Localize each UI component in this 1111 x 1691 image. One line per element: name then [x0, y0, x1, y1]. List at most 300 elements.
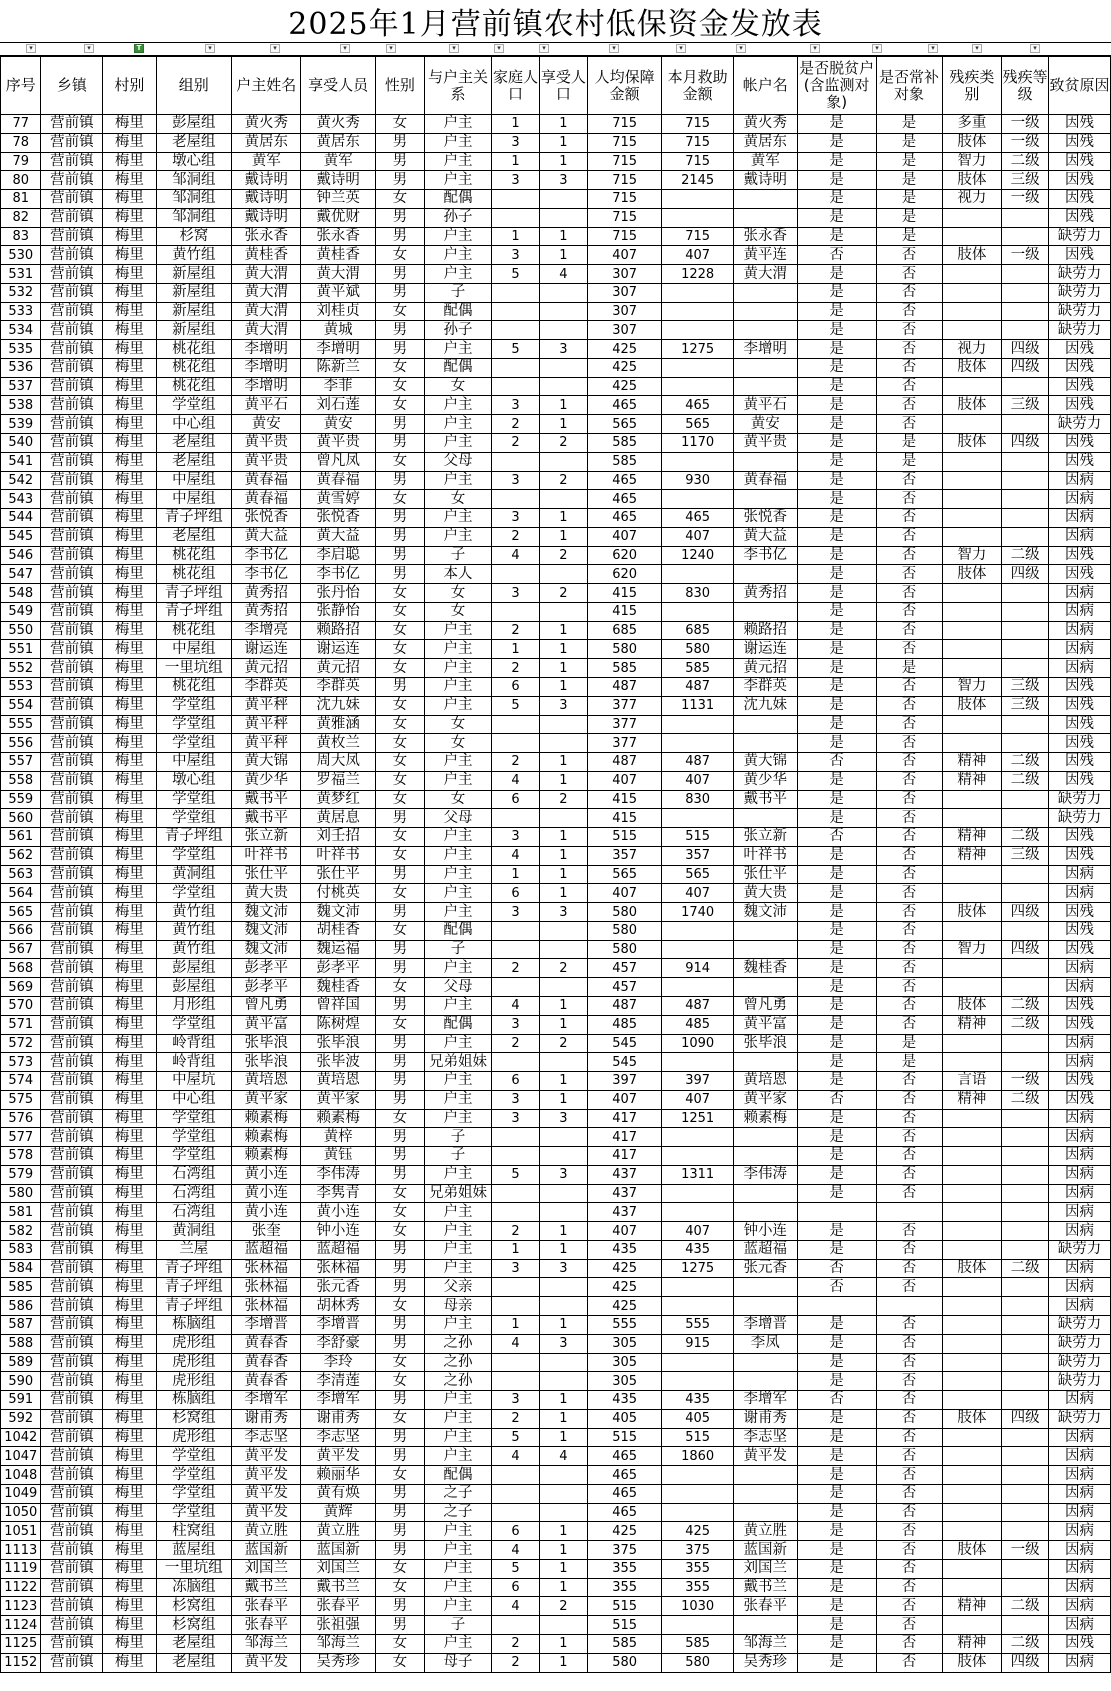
- table-cell[interactable]: 1: [539, 1391, 587, 1410]
- table-cell[interactable]: 梅里: [103, 696, 156, 715]
- table-cell[interactable]: 黄大渭: [232, 321, 301, 340]
- table-cell[interactable]: 营前镇: [41, 265, 103, 284]
- table-cell[interactable]: [539, 1372, 587, 1391]
- table-cell[interactable]: [539, 1466, 587, 1485]
- table-cell[interactable]: [539, 1184, 587, 1203]
- table-cell[interactable]: [492, 1353, 540, 1372]
- table-cell[interactable]: 戴诗明: [232, 190, 301, 209]
- table-cell[interactable]: 男: [375, 1484, 424, 1503]
- table-cell[interactable]: 张毕波: [301, 1053, 376, 1072]
- table-cell[interactable]: 因病: [1049, 490, 1111, 509]
- table-cell[interactable]: 黄立胜: [301, 1522, 376, 1541]
- table-cell[interactable]: 1240: [662, 546, 733, 565]
- table-cell[interactable]: 582: [1, 1222, 41, 1241]
- table-cell[interactable]: 305: [587, 1334, 662, 1353]
- table-cell[interactable]: 否: [876, 1635, 942, 1654]
- table-cell[interactable]: 黄少华: [733, 771, 797, 790]
- table-cell[interactable]: 因残: [1049, 340, 1111, 359]
- table-cell[interactable]: 刘国兰: [301, 1559, 376, 1578]
- table-cell[interactable]: 户主: [424, 865, 491, 884]
- table-cell[interactable]: 465: [587, 1484, 662, 1503]
- table-cell[interactable]: 620: [587, 565, 662, 584]
- table-cell[interactable]: 肢体: [942, 696, 1002, 715]
- table-cell[interactable]: 否: [797, 246, 876, 265]
- table-cell[interactable]: 女: [375, 396, 424, 415]
- table-cell[interactable]: 兄弟姐妹: [424, 1053, 491, 1072]
- table-cell[interactable]: 营前镇: [41, 358, 103, 377]
- table-cell[interactable]: 男: [375, 283, 424, 302]
- table-cell[interactable]: 是: [797, 621, 876, 640]
- table-cell[interactable]: [733, 1203, 797, 1222]
- table-cell[interactable]: 黄平富: [733, 1015, 797, 1034]
- table-cell[interactable]: 1: [539, 846, 587, 865]
- filter-dropdown-icon[interactable]: ▾: [340, 44, 350, 53]
- table-cell[interactable]: 精神: [942, 1015, 1002, 1034]
- table-cell[interactable]: 因残: [1049, 1072, 1111, 1091]
- table-cell[interactable]: 黄大渭: [232, 283, 301, 302]
- table-cell[interactable]: 是: [876, 452, 942, 471]
- table-cell[interactable]: 老屋组: [156, 434, 232, 453]
- table-cell[interactable]: [942, 283, 1002, 302]
- table-cell[interactable]: 407: [587, 1222, 662, 1241]
- table-cell[interactable]: 375: [587, 1541, 662, 1560]
- table-cell[interactable]: 户主: [424, 659, 491, 678]
- table-cell[interactable]: 黄小连: [232, 1203, 301, 1222]
- table-cell[interactable]: 四级: [1002, 1409, 1049, 1428]
- table-cell[interactable]: 1860: [662, 1447, 733, 1466]
- table-cell[interactable]: 户主: [424, 246, 491, 265]
- table-cell[interactable]: 否: [876, 621, 942, 640]
- table-cell[interactable]: [942, 1522, 1002, 1541]
- table-cell[interactable]: 是: [797, 1559, 876, 1578]
- table-cell[interactable]: 青子坪组: [156, 1297, 232, 1316]
- table-cell[interactable]: 李菲: [301, 377, 376, 396]
- table-cell[interactable]: 546: [1, 546, 41, 565]
- table-cell[interactable]: 子: [424, 546, 491, 565]
- table-cell[interactable]: 因残: [1049, 358, 1111, 377]
- table-cell[interactable]: 男: [375, 1072, 424, 1091]
- table-cell[interactable]: 是: [797, 1428, 876, 1447]
- table-cell[interactable]: 620: [587, 546, 662, 565]
- table-cell[interactable]: 戴书平: [232, 809, 301, 828]
- table-cell[interactable]: 张仕平: [301, 865, 376, 884]
- table-cell[interactable]: 蓝超福: [733, 1240, 797, 1259]
- table-cell[interactable]: 户主: [424, 884, 491, 903]
- table-cell[interactable]: 是: [797, 190, 876, 209]
- table-cell[interactable]: 82: [1, 208, 41, 227]
- table-cell[interactable]: [1002, 490, 1049, 509]
- table-cell[interactable]: 否: [876, 1147, 942, 1166]
- table-cell[interactable]: 黄平贵: [232, 452, 301, 471]
- table-cell[interactable]: 305: [587, 1372, 662, 1391]
- table-cell[interactable]: 梅里: [103, 1090, 156, 1109]
- table-cell[interactable]: 否: [797, 828, 876, 847]
- table-cell[interactable]: 因残: [1049, 921, 1111, 940]
- table-cell[interactable]: 女: [375, 734, 424, 753]
- table-cell[interactable]: 2: [539, 790, 587, 809]
- table-cell[interactable]: 1124: [1, 1616, 41, 1635]
- table-cell[interactable]: 是: [797, 321, 876, 340]
- table-cell[interactable]: [942, 490, 1002, 509]
- table-cell[interactable]: 二级: [1002, 771, 1049, 790]
- table-cell[interactable]: 因病: [1049, 1109, 1111, 1128]
- table-cell[interactable]: 男: [375, 471, 424, 490]
- table-cell[interactable]: 沈九妹: [733, 696, 797, 715]
- table-cell[interactable]: 男: [375, 434, 424, 453]
- table-cell[interactable]: 是: [797, 1372, 876, 1391]
- table-cell[interactable]: [662, 1616, 733, 1635]
- table-cell[interactable]: 男: [375, 527, 424, 546]
- table-cell[interactable]: 是: [876, 1053, 942, 1072]
- table-cell[interactable]: 黄军: [232, 152, 301, 171]
- table-cell[interactable]: 李增军: [733, 1391, 797, 1410]
- table-cell[interactable]: 否: [876, 1334, 942, 1353]
- table-cell[interactable]: 2: [539, 1597, 587, 1616]
- table-cell[interactable]: 李清莲: [301, 1372, 376, 1391]
- table-cell[interactable]: 兰屋: [156, 1240, 232, 1259]
- table-cell[interactable]: 黄元招: [301, 659, 376, 678]
- table-cell[interactable]: 否: [876, 358, 942, 377]
- table-cell[interactable]: [942, 509, 1002, 528]
- table-cell[interactable]: [733, 302, 797, 321]
- table-cell[interactable]: 营前镇: [41, 715, 103, 734]
- table-cell[interactable]: 学堂组: [156, 1484, 232, 1503]
- table-cell[interactable]: 梅里: [103, 1165, 156, 1184]
- table-cell[interactable]: 538: [1, 396, 41, 415]
- table-cell[interactable]: 户主: [424, 1316, 491, 1335]
- table-cell[interactable]: [1002, 1578, 1049, 1597]
- table-cell[interactable]: 1123: [1, 1597, 41, 1616]
- table-cell[interactable]: 学堂组: [156, 846, 232, 865]
- table-cell[interactable]: 是: [797, 1466, 876, 1485]
- table-cell[interactable]: 黄平发: [733, 1447, 797, 1466]
- table-cell[interactable]: 是: [797, 659, 876, 678]
- table-cell[interactable]: 1: [492, 1240, 540, 1259]
- table-cell[interactable]: 李增明: [733, 340, 797, 359]
- table-cell[interactable]: 485: [662, 1015, 733, 1034]
- table-cell[interactable]: [1002, 1466, 1049, 1485]
- table-cell[interactable]: [492, 1503, 540, 1522]
- table-cell[interactable]: 营前镇: [41, 1522, 103, 1541]
- table-cell[interactable]: 2: [539, 1034, 587, 1053]
- table-cell[interactable]: 435: [662, 1240, 733, 1259]
- table-cell[interactable]: 4: [492, 996, 540, 1015]
- table-cell[interactable]: [942, 227, 1002, 246]
- table-cell[interactable]: [662, 809, 733, 828]
- table-cell[interactable]: 425: [587, 340, 662, 359]
- table-cell[interactable]: 四级: [1002, 358, 1049, 377]
- table-cell[interactable]: [942, 527, 1002, 546]
- table-cell[interactable]: 2: [492, 753, 540, 772]
- table-cell[interactable]: 407: [587, 1090, 662, 1109]
- table-cell[interactable]: 715: [587, 190, 662, 209]
- filter-dropdown-icon[interactable]: ▾: [736, 44, 746, 53]
- table-cell[interactable]: 否: [876, 1222, 942, 1241]
- table-cell[interactable]: 缺劳力: [1049, 321, 1111, 340]
- table-cell[interactable]: 407: [662, 246, 733, 265]
- table-cell[interactable]: 是: [797, 171, 876, 190]
- table-cell[interactable]: 营前镇: [41, 978, 103, 997]
- table-cell[interactable]: 黄平石: [733, 396, 797, 415]
- table-cell[interactable]: 李增亮: [232, 621, 301, 640]
- table-cell[interactable]: 531: [1, 265, 41, 284]
- table-cell[interactable]: 梅里: [103, 715, 156, 734]
- table-cell[interactable]: 因病: [1049, 471, 1111, 490]
- table-cell[interactable]: 457: [587, 978, 662, 997]
- table-cell[interactable]: [1002, 884, 1049, 903]
- table-cell[interactable]: [539, 565, 587, 584]
- table-cell[interactable]: 1: [539, 1635, 587, 1654]
- table-cell[interactable]: 女: [375, 659, 424, 678]
- table-cell[interactable]: [539, 978, 587, 997]
- table-cell[interactable]: 营前镇: [41, 771, 103, 790]
- table-cell[interactable]: 黄居息: [301, 809, 376, 828]
- table-cell[interactable]: 否: [876, 1503, 942, 1522]
- table-cell[interactable]: 李增明: [232, 377, 301, 396]
- table-cell[interactable]: 学堂组: [156, 734, 232, 753]
- table-cell[interactable]: 戴书平: [733, 790, 797, 809]
- table-cell[interactable]: 营前镇: [41, 1372, 103, 1391]
- table-cell[interactable]: 女: [375, 115, 424, 134]
- table-cell[interactable]: 565: [587, 415, 662, 434]
- table-cell[interactable]: 李凤: [733, 1334, 797, 1353]
- table-cell[interactable]: 户主: [424, 828, 491, 847]
- table-cell[interactable]: [733, 940, 797, 959]
- table-cell[interactable]: [662, 1353, 733, 1372]
- table-cell[interactable]: 男: [375, 1128, 424, 1147]
- table-cell[interactable]: 因残: [1049, 734, 1111, 753]
- table-cell[interactable]: 黄平家: [232, 1090, 301, 1109]
- table-cell[interactable]: 黄雪婷: [301, 490, 376, 509]
- table-cell[interactable]: 刘桂贞: [301, 302, 376, 321]
- table-cell[interactable]: 营前镇: [41, 1278, 103, 1297]
- table-cell[interactable]: 否: [876, 1597, 942, 1616]
- table-cell[interactable]: 576: [1, 1109, 41, 1128]
- table-cell[interactable]: 女: [375, 1222, 424, 1241]
- table-cell[interactable]: 黄火秀: [733, 115, 797, 134]
- table-cell[interactable]: 因病: [1049, 584, 1111, 603]
- table-cell[interactable]: 梅里: [103, 659, 156, 678]
- table-cell[interactable]: 张悦香: [733, 509, 797, 528]
- table-cell[interactable]: [1002, 1428, 1049, 1447]
- table-cell[interactable]: [942, 321, 1002, 340]
- table-cell[interactable]: 590: [1, 1372, 41, 1391]
- table-cell[interactable]: [662, 978, 733, 997]
- table-cell[interactable]: 715: [587, 152, 662, 171]
- table-cell[interactable]: 是: [797, 1635, 876, 1654]
- table-cell[interactable]: 否: [876, 753, 942, 772]
- table-cell[interactable]: 425: [587, 1297, 662, 1316]
- table-cell[interactable]: 564: [1, 884, 41, 903]
- table-cell[interactable]: 一级: [1002, 1072, 1049, 1091]
- table-cell[interactable]: 1: [492, 152, 540, 171]
- table-cell[interactable]: 566: [1, 921, 41, 940]
- table-cell[interactable]: 是: [797, 903, 876, 922]
- table-cell[interactable]: 是: [797, 809, 876, 828]
- table-cell[interactable]: [662, 602, 733, 621]
- table-cell[interactable]: 407: [587, 884, 662, 903]
- table-cell[interactable]: 三级: [1002, 171, 1049, 190]
- table-cell[interactable]: [539, 940, 587, 959]
- table-cell[interactable]: 之孙: [424, 1353, 491, 1372]
- table-cell[interactable]: 桃花组: [156, 340, 232, 359]
- table-cell[interactable]: [942, 265, 1002, 284]
- table-cell[interactable]: 肢体: [942, 996, 1002, 1015]
- table-cell[interactable]: 黄平贵: [733, 434, 797, 453]
- table-cell[interactable]: 男: [375, 677, 424, 696]
- table-cell[interactable]: 魏桂香: [301, 978, 376, 997]
- table-cell[interactable]: [1002, 978, 1049, 997]
- table-cell[interactable]: 465: [587, 396, 662, 415]
- table-cell[interactable]: 梅里: [103, 452, 156, 471]
- table-cell[interactable]: [1002, 527, 1049, 546]
- table-cell[interactable]: 营前镇: [41, 208, 103, 227]
- table-cell[interactable]: [1002, 377, 1049, 396]
- table-cell[interactable]: 否: [876, 471, 942, 490]
- table-cell[interactable]: [1002, 790, 1049, 809]
- table-cell[interactable]: 营前镇: [41, 452, 103, 471]
- table-cell[interactable]: 营前镇: [41, 1015, 103, 1034]
- table-cell[interactable]: 智力: [942, 546, 1002, 565]
- table-cell[interactable]: [492, 1147, 540, 1166]
- table-cell[interactable]: 黄平家: [733, 1090, 797, 1109]
- table-cell[interactable]: [942, 659, 1002, 678]
- table-cell[interactable]: 四级: [1002, 340, 1049, 359]
- table-cell[interactable]: 女: [424, 584, 491, 603]
- table-cell[interactable]: 是: [797, 358, 876, 377]
- table-cell[interactable]: [492, 1466, 540, 1485]
- table-cell[interactable]: 戴诗明: [232, 171, 301, 190]
- table-cell[interactable]: 梅里: [103, 640, 156, 659]
- table-cell[interactable]: 黄平富: [232, 1015, 301, 1034]
- table-cell[interactable]: 是: [797, 1072, 876, 1091]
- table-cell[interactable]: 吴秀珍: [301, 1653, 376, 1672]
- table-cell[interactable]: [942, 621, 1002, 640]
- table-cell[interactable]: 梅里: [103, 1522, 156, 1541]
- table-cell[interactable]: 户主: [424, 1222, 491, 1241]
- table-cell[interactable]: 1125: [1, 1635, 41, 1654]
- filter-dropdown-icon[interactable]: ▾: [494, 44, 504, 53]
- table-cell[interactable]: 1: [539, 152, 587, 171]
- table-cell[interactable]: 是: [876, 659, 942, 678]
- table-cell[interactable]: [662, 715, 733, 734]
- table-cell[interactable]: 425: [587, 377, 662, 396]
- table-cell[interactable]: 缺劳力: [1049, 265, 1111, 284]
- table-cell[interactable]: 6: [492, 884, 540, 903]
- table-cell[interactable]: 黄火秀: [301, 115, 376, 134]
- table-cell[interactable]: 精神: [942, 1635, 1002, 1654]
- table-cell[interactable]: 李增晋: [733, 1316, 797, 1335]
- table-cell[interactable]: 569: [1, 978, 41, 997]
- table-cell[interactable]: 赖素梅: [232, 1128, 301, 1147]
- table-cell[interactable]: [539, 490, 587, 509]
- table-cell[interactable]: 户主: [424, 171, 491, 190]
- filter-dropdown-icon[interactable]: ▾: [270, 44, 280, 53]
- table-cell[interactable]: 黄有焕: [301, 1484, 376, 1503]
- table-cell[interactable]: 营前镇: [41, 1128, 103, 1147]
- table-cell[interactable]: 2: [492, 1635, 540, 1654]
- table-cell[interactable]: [942, 1616, 1002, 1635]
- table-cell[interactable]: 户主: [424, 1597, 491, 1616]
- table-cell[interactable]: 黄安: [232, 415, 301, 434]
- table-cell[interactable]: 户主: [424, 1559, 491, 1578]
- table-cell[interactable]: 黄元招: [733, 659, 797, 678]
- table-cell[interactable]: 1: [539, 865, 587, 884]
- table-cell[interactable]: 青子坪组: [156, 509, 232, 528]
- table-cell[interactable]: 缺劳力: [1049, 302, 1111, 321]
- table-cell[interactable]: 户主: [424, 753, 491, 772]
- table-cell[interactable]: 李增晋: [232, 1316, 301, 1335]
- table-cell[interactable]: 是: [797, 1484, 876, 1503]
- table-cell[interactable]: 缺劳力: [1049, 227, 1111, 246]
- table-cell[interactable]: 465: [587, 471, 662, 490]
- table-cell[interactable]: 梅里: [103, 396, 156, 415]
- table-cell[interactable]: 营前镇: [41, 1541, 103, 1560]
- table-cell[interactable]: [492, 1203, 540, 1222]
- table-cell[interactable]: [942, 1222, 1002, 1241]
- table-cell[interactable]: 学堂组: [156, 1147, 232, 1166]
- table-cell[interactable]: 562: [1, 846, 41, 865]
- table-cell[interactable]: [662, 208, 733, 227]
- table-cell[interactable]: [662, 565, 733, 584]
- table-cell[interactable]: 刘壬招: [301, 828, 376, 847]
- table-cell[interactable]: 黄平秤: [232, 696, 301, 715]
- table-cell[interactable]: 407: [587, 771, 662, 790]
- table-cell[interactable]: [492, 208, 540, 227]
- table-cell[interactable]: [1002, 509, 1049, 528]
- table-cell[interactable]: 357: [662, 846, 733, 865]
- table-cell[interactable]: 黄竹组: [156, 921, 232, 940]
- table-cell[interactable]: [492, 1484, 540, 1503]
- table-cell[interactable]: [539, 734, 587, 753]
- table-cell[interactable]: 营前镇: [41, 133, 103, 152]
- table-cell[interactable]: 李舒豪: [301, 1334, 376, 1353]
- table-cell[interactable]: 5: [492, 340, 540, 359]
- table-cell[interactable]: 缺劳力: [1049, 1316, 1111, 1335]
- table-cell[interactable]: 425: [662, 1522, 733, 1541]
- table-cell[interactable]: 5: [492, 1165, 540, 1184]
- table-cell[interactable]: 563: [1, 865, 41, 884]
- table-cell[interactable]: 营前镇: [41, 1334, 103, 1353]
- table-cell[interactable]: 四级: [1002, 565, 1049, 584]
- table-cell[interactable]: 梅里: [103, 1147, 156, 1166]
- table-cell[interactable]: 357: [587, 846, 662, 865]
- table-cell[interactable]: 营前镇: [41, 227, 103, 246]
- table-cell[interactable]: 肢体: [942, 434, 1002, 453]
- table-cell[interactable]: 男: [375, 227, 424, 246]
- table-cell[interactable]: 营前镇: [41, 903, 103, 922]
- table-cell[interactable]: 营前镇: [41, 1484, 103, 1503]
- table-cell[interactable]: 是: [797, 696, 876, 715]
- table-cell[interactable]: [733, 565, 797, 584]
- table-cell[interactable]: 男: [375, 1165, 424, 1184]
- table-cell[interactable]: 营前镇: [41, 753, 103, 772]
- table-cell[interactable]: 梅里: [103, 602, 156, 621]
- table-cell[interactable]: 女: [375, 921, 424, 940]
- table-cell[interactable]: 梅里: [103, 584, 156, 603]
- table-cell[interactable]: 583: [1, 1240, 41, 1259]
- table-cell[interactable]: 515: [662, 1428, 733, 1447]
- table-cell[interactable]: 544: [1, 509, 41, 528]
- table-cell[interactable]: [662, 1297, 733, 1316]
- table-cell[interactable]: 548: [1, 584, 41, 603]
- table-cell[interactable]: 是: [797, 996, 876, 1015]
- table-cell[interactable]: 黄梦红: [301, 790, 376, 809]
- table-cell[interactable]: 因病: [1049, 1128, 1111, 1147]
- table-cell[interactable]: [662, 452, 733, 471]
- table-cell[interactable]: [942, 1447, 1002, 1466]
- table-cell[interactable]: 女: [375, 640, 424, 659]
